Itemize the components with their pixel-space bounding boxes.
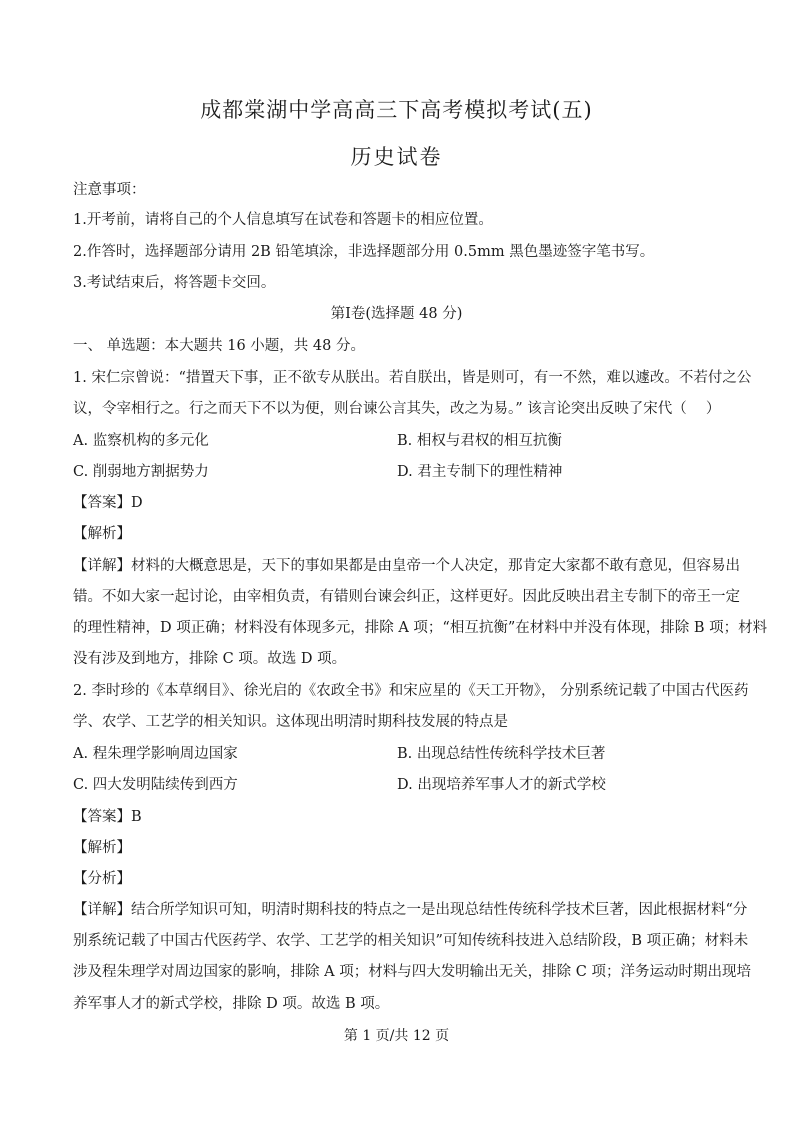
q1-detail-line-3: 的理性精神，D 项正确；材料没有体现多元，排除 A 项；“相互抗衡”在材料中并没有体现，排除 B 项；材料 <box>73 620 768 636</box>
q2-answer-label: 【答案】 <box>73 809 131 825</box>
q1-option-a: A. 监察机构的多元化 <box>73 433 209 449</box>
notice-heading: 注意事项： <box>73 182 146 198</box>
q1-option-d: D. 君主专制下的理性精神 <box>397 464 563 480</box>
q1-option-c: C. 削弱地方割据势力 <box>73 464 209 480</box>
q2-detail-line-1: 【详解】结合所学知识可知，明清时期科技的特点之一是出现总结性传统科学技术巨著，因此根据材料“分 <box>73 902 748 918</box>
q2-analysis-label: 【解析】 <box>73 840 131 856</box>
q1-option-b: B. 相权与君权的相互抗衡 <box>397 433 562 449</box>
q1-analysis-label: 【解析】 <box>73 526 131 542</box>
q2-option-c: C. 四大发明陆续传到西方 <box>73 777 238 793</box>
notice-item-1: 1.开考前，请将自己的个人信息填写在试卷和答题卡的相应位置。 <box>73 212 493 228</box>
q2-detail-line-2: 别系统记载了中国古代医药学、农学、工艺学的相关知识”可知传统科技进入总结阶段，B 项正确；材料未 <box>73 933 749 949</box>
q2-stem-line-1: 2. 李时珍的《本草纲目》、徐光启的《农政全书》和宋应星的《天工开物》， 分别系统记载了中国古代医药 <box>73 683 749 699</box>
q1-detail-line-4: 没有涉及到地方，排除 C 项。故选 D 项。 <box>73 651 347 667</box>
notice-item-2: 2.作答时，选择题部分请用 2B 铅笔填涂，非选择题部分用 0.5mm 黑色墨迹签字笔书写。 <box>73 244 655 260</box>
q1-stem-line-1: 1. 宋仁宗曾说：“措置天下事，正不欲专从朕出。若自朕出，皆是则可，有一不然，难以遽改。不若付之公 <box>73 370 752 386</box>
q2-answer <box>73 805 142 826</box>
q1-stem-line-2: 议，令宰相行之。行之而天下不以为便，则台谏公言其失，改之为易。” 该言论突出反映了宋代（ ） <box>73 401 721 417</box>
q1-answer <box>73 491 143 512</box>
page-footer: 第 1 页/共 12 页 <box>343 1028 450 1044</box>
notice-item-3: 3.考试结束后，将答题卡交回。 <box>73 275 276 291</box>
q2-option-b: B. 出现总结性传统科学技术巨著 <box>397 746 606 762</box>
q2-detail-line-4: 养军事人才的新式学校，排除 D 项。故选 B 项。 <box>73 996 390 1012</box>
section-title: 第Ⅰ卷(选择题 48 分) <box>330 306 463 322</box>
q2-detail-line-3: 涉及程朱理学对周边国家的影响，排除 A 项；材料与四大发明输出无关，排除 C 项；洋务运动时期出现培 <box>73 964 751 980</box>
q1-answer-label: 【答案】 <box>73 495 131 511</box>
q1-answer-value: D <box>131 495 143 511</box>
q2-stem-line-2: 学、农学、工艺学的相关知识。这体现出明清时期科技发展的特点是 <box>73 714 508 730</box>
q2-option-d: D. 出现培养军事人才的新式学校 <box>397 777 606 793</box>
q1-detail-line-1: 【详解】材料的大概意思是，天下的事如果都是由皇帝一个人决定，那肯定大家都不敢有意见，但容易出 <box>73 558 740 574</box>
q2-answer-value: B <box>131 809 142 825</box>
part-heading: 一、 单选题：本大题共 16 小题，共 48 分。 <box>73 338 365 354</box>
exam-title: 成都棠湖中学高高三下高考模拟考试(五) <box>200 98 593 122</box>
exam-subtitle: 历史试卷 <box>350 145 443 169</box>
q2-option-a: A. 程朱理学影响周边国家 <box>73 746 238 762</box>
q2-fenxi-label: 【分析】 <box>73 871 131 887</box>
q1-detail-line-2: 错。不如大家一起讨论，由宰相负责，有错则台谏会纠正，这样更好。因此反映出君主专制下的帝王一定 <box>73 589 740 605</box>
